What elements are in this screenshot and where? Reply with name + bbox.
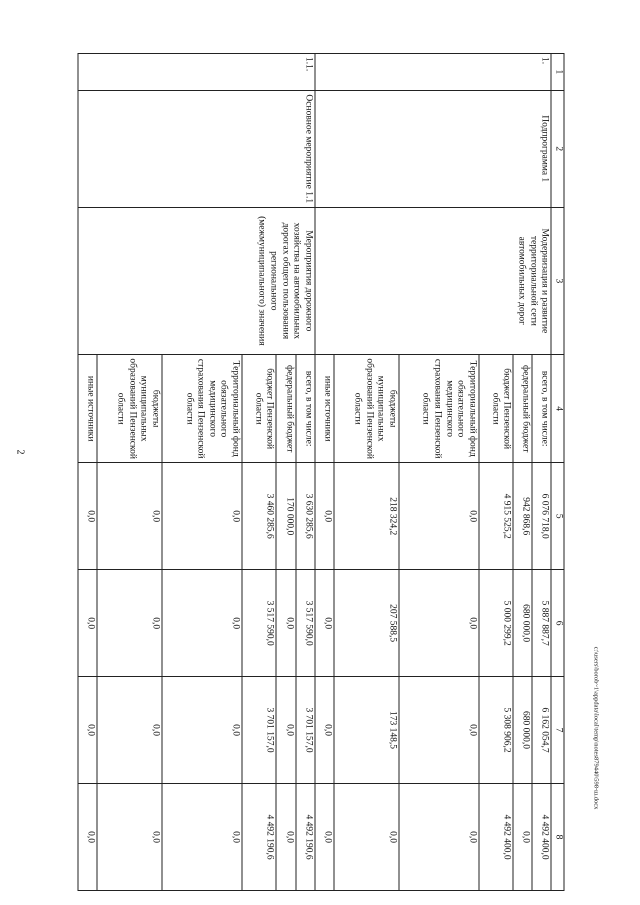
funding-value: 173 148,5 xyxy=(334,677,399,784)
funding-table xyxy=(78,53,565,891)
funding-value: 942 868,6 xyxy=(513,463,532,570)
funding-value: 0,0 xyxy=(97,784,162,891)
funding-value: 4 492 190,6 xyxy=(296,784,315,891)
funding-source: иные источники xyxy=(78,355,97,463)
funding-value: 0,0 xyxy=(97,570,162,677)
funding-value: 0,0 xyxy=(315,677,334,784)
funding-source: бюджеты муниципальных образований Пензенской области xyxy=(334,355,399,463)
program-name: Подпрограмма 1 xyxy=(315,90,552,207)
table-row xyxy=(296,54,315,891)
funding-value: 680 000,0 xyxy=(513,570,532,677)
column-number: 8 xyxy=(551,784,564,891)
funding-source: бюджет Пензенской области xyxy=(242,355,276,463)
column-number: 7 xyxy=(551,677,564,784)
funding-value: 0,0 xyxy=(315,463,334,570)
funding-value: 0,0 xyxy=(97,677,162,784)
funding-source: иные источники xyxy=(315,355,334,463)
funding-source: бюджет Пензенской области xyxy=(479,355,513,463)
funding-source: Территориальный фонд обязательного медицинского страхования Пензенской области xyxy=(399,355,479,463)
funding-value: 207 588,5 xyxy=(334,570,399,677)
funding-source: федеральный бюджет xyxy=(276,355,295,463)
column-number-row xyxy=(551,54,564,891)
funding-value: 0,0 xyxy=(78,677,97,784)
funding-value: 3 701 157,0 xyxy=(242,677,276,784)
funding-value: 0,0 xyxy=(399,677,479,784)
funding-value: 680 000,0 xyxy=(513,677,532,784)
funding-value: 0,0 xyxy=(334,784,399,891)
funding-value: 0,0 xyxy=(162,677,242,784)
page-number: 2 xyxy=(14,449,26,455)
funding-value: 0,0 xyxy=(97,463,162,570)
funding-value: 0,0 xyxy=(315,570,334,677)
funding-value: 170 000,0 xyxy=(276,463,295,570)
column-number: 1 xyxy=(551,54,564,91)
funding-value: 4 492 400,0 xyxy=(479,784,513,891)
row-number: 1.1. xyxy=(78,54,315,91)
column-number: 6 xyxy=(551,570,564,677)
row-number: 1. xyxy=(315,54,552,91)
file-path: c:\users\borob~1\appdata\local\temp\notes879440\598-ш.docx xyxy=(592,646,600,810)
funding-value: 0,0 xyxy=(399,570,479,677)
funding-value: 218 324,2 xyxy=(334,463,399,570)
column-number: 5 xyxy=(551,463,564,570)
program-description: Модернизация и развитие территориальной сети автомобильных дорог xyxy=(315,207,552,354)
funding-value: 3 517 590,0 xyxy=(296,570,315,677)
funding-value: 0,0 xyxy=(513,784,532,891)
column-number: 3 xyxy=(551,207,564,354)
funding-value: 6 076 718,0 xyxy=(532,463,551,570)
funding-value: 0,0 xyxy=(276,677,295,784)
table-row xyxy=(532,54,551,891)
funding-value: 0,0 xyxy=(162,570,242,677)
rotated-table-sheet xyxy=(78,53,565,891)
funding-value: 3 460 285,6 xyxy=(242,463,276,570)
funding-value: 3 701 157,0 xyxy=(296,677,315,784)
program-description: Мероприятия дорожного хозяйства на автомобильных дорогах общего пользования регионального (межмуниципального) значения xyxy=(78,207,315,354)
funding-value: 5 887 887,7 xyxy=(532,570,551,677)
funding-value: 3 630 285,6 xyxy=(296,463,315,570)
funding-value: 0,0 xyxy=(78,463,97,570)
funding-value: 0,0 xyxy=(399,463,479,570)
program-name: Основное мероприятие 1.1 xyxy=(78,90,315,207)
funding-value: 5 000 299,2 xyxy=(479,570,513,677)
funding-value: 0,0 xyxy=(399,784,479,891)
funding-value: 0,0 xyxy=(162,463,242,570)
funding-source: бюджеты муниципальных образований Пензенской области xyxy=(97,355,162,463)
funding-value: 0,0 xyxy=(315,784,334,891)
funding-source: всего, в том числе: xyxy=(296,355,315,463)
funding-source: Территориальный фонд обязательного медицинского страхования Пензенской области xyxy=(162,355,242,463)
funding-value: 3 517 590,0 xyxy=(242,570,276,677)
funding-value: 0,0 xyxy=(276,784,295,891)
funding-source: федеральный бюджет xyxy=(513,355,532,463)
funding-value: 0,0 xyxy=(78,570,97,677)
funding-value: 6 162 054,7 xyxy=(532,677,551,784)
funding-value: 5 308 906,2 xyxy=(479,677,513,784)
funding-value: 0,0 xyxy=(276,570,295,677)
funding-source: всего, в том числе: xyxy=(532,355,551,463)
column-number: 2 xyxy=(551,90,564,207)
funding-value: 4 492 190,6 xyxy=(242,784,276,891)
column-number: 4 xyxy=(551,355,564,463)
table-body xyxy=(78,54,551,891)
funding-value: 0,0 xyxy=(162,784,242,891)
funding-value: 4 492 400,0 xyxy=(532,784,551,891)
funding-value: 0,0 xyxy=(78,784,97,891)
funding-value: 4 915 525,2 xyxy=(479,463,513,570)
